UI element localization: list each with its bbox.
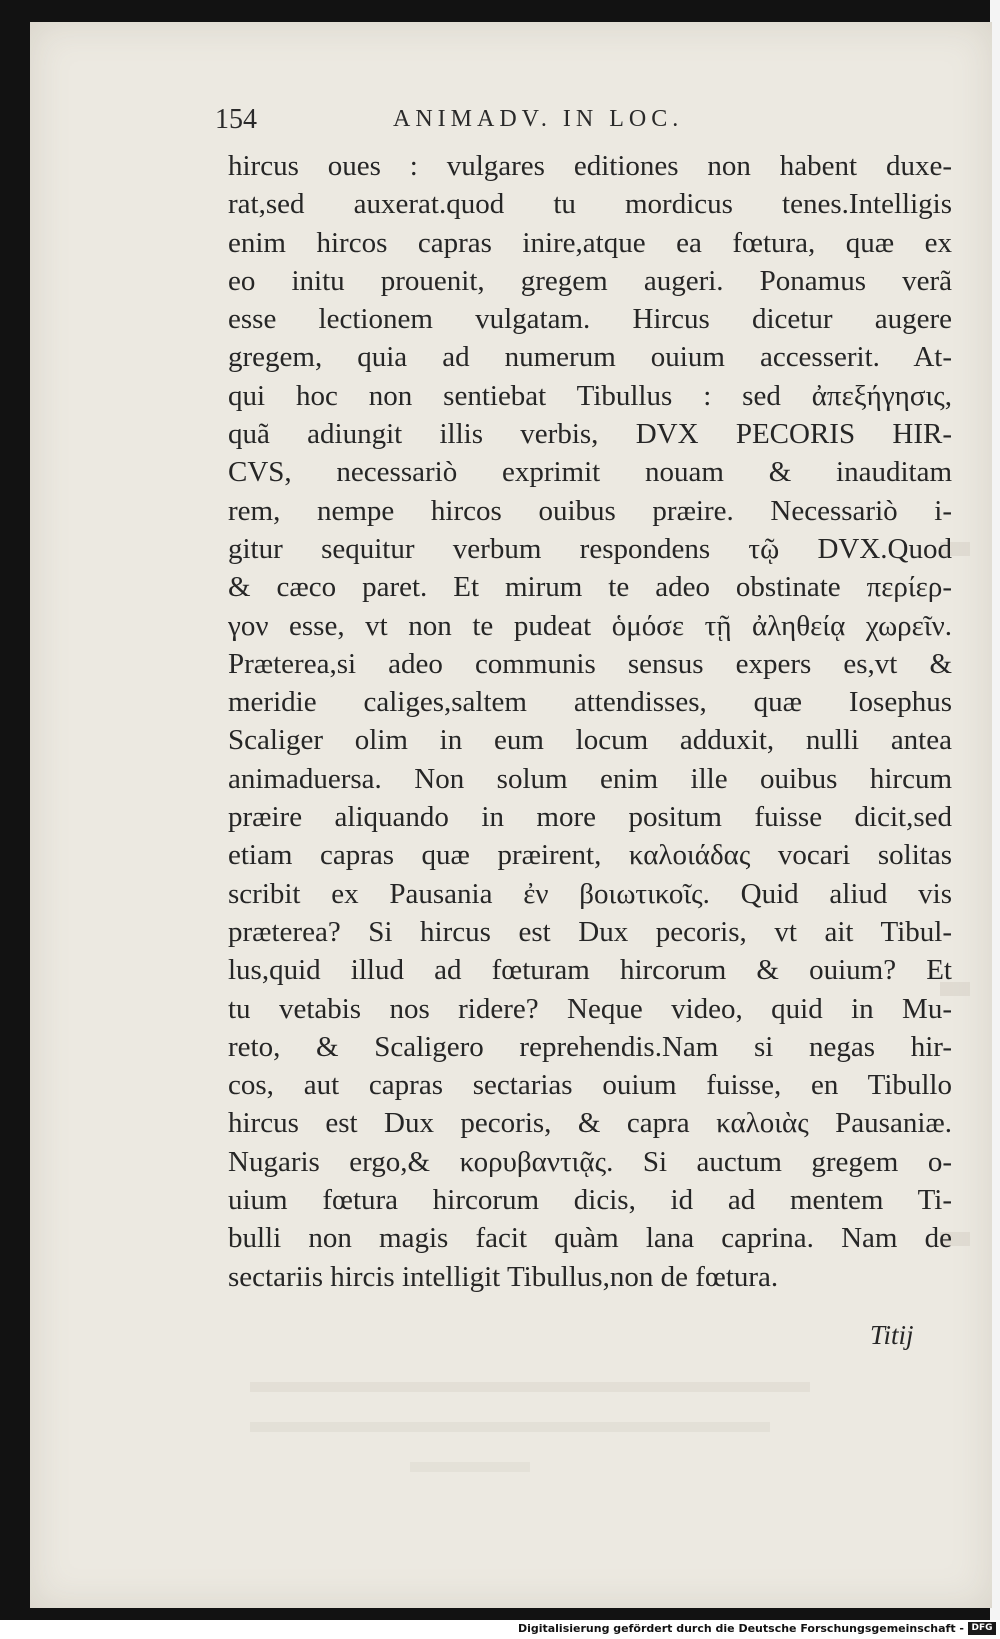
text-line: Præterea,si adeo communis sensus expers es,vt & xyxy=(228,647,952,680)
text-line: præterea? Si hircus est Dux pecoris, vt ait Tibul- xyxy=(228,915,952,948)
footer-bar xyxy=(0,1620,1000,1639)
text-line: hircus est Dux pecoris, & capra καλοιὰς Pausaniæ. xyxy=(228,1107,952,1140)
text-line: Scaliger olim in eum locum adduxit, nulli antea xyxy=(228,724,952,757)
funding-credit: Digitalisierung gefördert durch die Deutsche Forschungsgemeinschaft - xyxy=(517,1622,964,1635)
text-line: animaduersa. Non solum enim ille ouibus hircum xyxy=(228,762,952,795)
bleed-through-mark xyxy=(250,1382,810,1392)
text-line: hircus oues : vulgares editiones non habent duxe- xyxy=(228,150,952,182)
text-line: gitur sequitur verbum respondens τῷ DVX.Quod xyxy=(228,532,952,565)
text-line: qui hoc non sentiebat Tibullus : sed ἀπεξήγησις, xyxy=(228,379,952,412)
text-line: etiam capras quæ præirent, καλοιάδας vocari solitas xyxy=(228,839,952,872)
text-line: & cæco paret. Et mirum te adeo obstinate περίερ- xyxy=(228,571,952,604)
text-line: bulli non magis facit quàm lana caprina. Nam de xyxy=(228,1222,952,1255)
text-line: uium fœtura hircorum dicis, id ad mentem Ti- xyxy=(228,1184,952,1217)
text-line: eo initu prouenit, gregem augeri. Ponamus verã xyxy=(228,264,952,297)
text-line: præire aliquando in more positum fuisse dicit,sed xyxy=(228,801,952,834)
text-line: quã adiungit illis verbis, DVX PECORIS HIR- xyxy=(228,418,952,451)
text-line: scribit ex Pausania ἐν βοιωτικοῖς. Quid aliud vis xyxy=(228,877,952,910)
text-line: CVS, necessariò exprimit nouam & inauditam xyxy=(228,456,952,489)
text-line: sectariis hircis intelligit Tibullus,non de fœtura. xyxy=(228,1260,779,1293)
text-line: γον esse, vt non te pudeat ὁμόσε τῇ ἀληθείᾳ χωρεῖν. xyxy=(228,609,952,642)
bleed-through-mark xyxy=(410,1462,530,1472)
text-line: reto, & Scaligero reprehendis.Nam si negas hir- xyxy=(228,1030,952,1063)
page-number: 154 xyxy=(215,104,257,135)
text-line: enim hircos capras inire,atque ea fœtura, quæ ex xyxy=(228,226,952,259)
text-line: rem, nempe hircos ouibus præire. Necessariò i- xyxy=(228,494,952,527)
text-line: gregem, quia ad numerum ouium accesserit. At- xyxy=(228,341,952,374)
text-line: lus,quid illud ad fœturam hircorum & ouium? Et xyxy=(228,954,952,987)
text-line: meridie caliges,saltem attendisses, quæ Iosephus xyxy=(228,686,952,719)
text-line: Nugaris ergo,& κορυβαντιᾷς. Si auctum gregem o- xyxy=(228,1145,952,1178)
text-line: esse lectionem vulgatam. Hircus dicetur augere xyxy=(228,303,952,336)
page-header xyxy=(215,104,955,144)
running-head: ANIMADV. IN LOC. xyxy=(393,106,684,132)
text-line: rat,sed auxerat.quod tu mordicus tenes.Intelligis xyxy=(228,188,952,221)
bleed-through-mark xyxy=(250,1422,770,1432)
catchword: Titij xyxy=(870,1320,914,1350)
text-line: cos, aut capras sectarias ouium fuisse, en Tibullo xyxy=(228,1069,952,1102)
body-text xyxy=(228,147,952,1296)
text-line: tu vetabis nos ridere? Neque video, quid in Mu- xyxy=(228,992,952,1025)
dfg-logo: DFG xyxy=(968,1622,996,1635)
